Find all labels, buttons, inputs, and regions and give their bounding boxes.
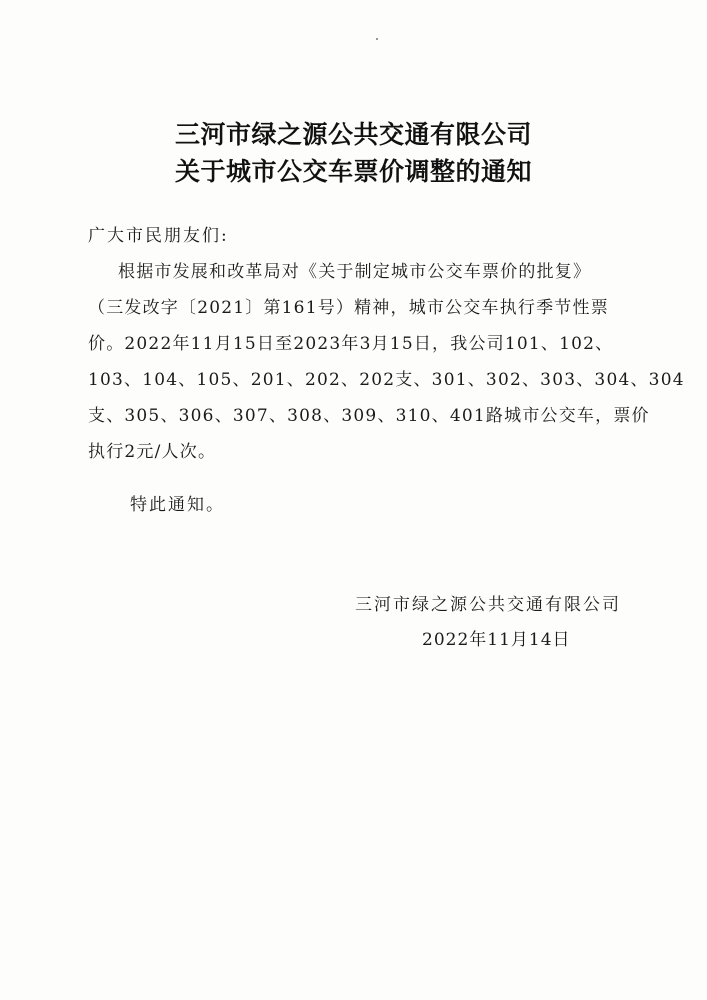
body-line-6: 执行2元/人次。: [88, 442, 217, 462]
signature-date: 2022年11月14日: [422, 630, 571, 650]
scan-speck: [376, 38, 378, 40]
body-line-5: 支、305、306、307、308、309、310、401路城市公交车，票价: [88, 406, 650, 426]
notice-closing: 特此通知。: [130, 495, 225, 515]
notice-title-line-2: 关于城市公交车票价调整的通知: [174, 157, 532, 186]
body-line-4: 103、104、105、201、202、202支、301、302、303、304、304: [88, 370, 685, 390]
body-line-1: 根据市发展和改革局对《关于制定城市公交车票价的批复》: [118, 262, 592, 282]
body-line-2: （三发改字〔2021〕第161号）精神，城市公交车执行季节性票: [88, 298, 609, 318]
body-line-3: 价。2022年11月15日至2023年3月15日，我公司101、102、: [88, 334, 614, 354]
signature-company: 三河市绿之源公共交通有限公司: [355, 595, 621, 615]
notice-title-line-1: 三河市绿之源公共交通有限公司: [174, 120, 532, 149]
notice-greeting: 广大市民朋友们:: [88, 226, 229, 246]
